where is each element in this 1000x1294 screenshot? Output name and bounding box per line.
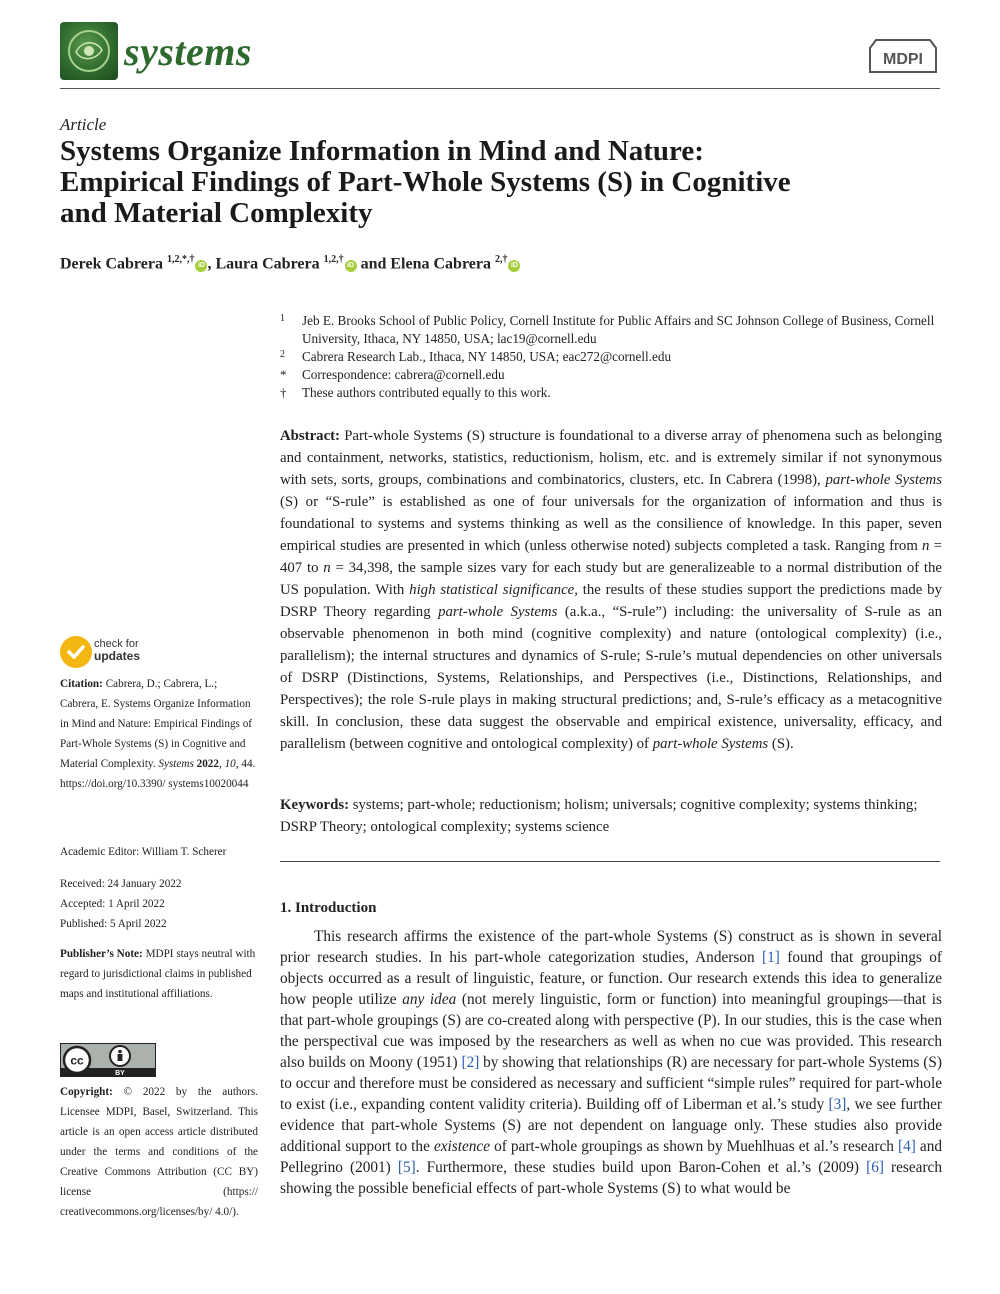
author-separator: and — [356, 255, 391, 273]
publishers-note-label: Publisher’s Note: — [60, 948, 143, 960]
author-name[interactable]: Derek Cabrera — [60, 255, 163, 273]
citation-link[interactable]: [1] — [762, 949, 780, 966]
citation-year: 2022 — [193, 758, 219, 770]
header-divider — [60, 88, 940, 89]
affiliations — [280, 312, 942, 402]
publishers-note-text: MDPI stays neutral with regard to jurisdictional claims in published maps and institutional affiliations. — [60, 948, 256, 1000]
copyright-label: Copyright: — [60, 1086, 113, 1098]
correspondence-text: Correspondence: cabrera@cornell.edu — [302, 367, 505, 382]
title-line: and Material Complexity — [60, 197, 373, 229]
affiliation-mark: † — [280, 385, 287, 400]
publisher-name: MDPI — [883, 51, 923, 68]
affiliation-mark: 1 — [280, 313, 285, 324]
check-for-updates-icon — [60, 636, 92, 668]
intro-body — [280, 926, 942, 1199]
section-divider — [280, 861, 940, 862]
abstract-emphasis: part-whole Systems — [438, 604, 558, 620]
academic-editor: Academic Editor: William T. Scherer — [60, 846, 227, 858]
abstract — [280, 425, 942, 755]
affiliation-item — [280, 366, 942, 384]
abstract-text: Part-whole Systems (S) structure is foundational to a diverse array of phenomena such as belonging and containment, networks, statistics, reductionism, holism, etc. and is extremely similar if not synonymous with sets, sorts, groups, combinations and combinatorics, clusters, etc. In Cabrera (1998), — [280, 428, 942, 488]
section-heading: 1. Introduction — [280, 900, 377, 916]
author-separator: , — [207, 255, 216, 273]
abstract-emphasis: part-whole Systems — [825, 472, 942, 488]
citation-doi[interactable]: , 44. https://doi.org/10.3390/ systems10020044 — [60, 758, 256, 790]
copyright-notice — [60, 1082, 258, 1222]
abstract-text: (a.k.a., “S-rule”) including: the universality of S-rule as an observable phenomenon in both mind (cognitive complexity) and nature (ontological complexity) (i.e., parallelism); the internal structures and dynamics of S-rule; S-rule’s mutual dependencies on other universals of DSRP (Distinctions, Systems, Relationships, and Perspectives (i.e., Distinctions, Relationships, and Perspectives); the role S-rule plays in making structural predictions; and, S-rule’s efficacy as a metacognitive skill. In conclusion, these data suggest the observable and empirical existence, universality, efficacy, and parallelism (between cognitive and ontological complexity) of — [280, 604, 942, 752]
equal-contribution-note: These authors contributed equally to this work. — [302, 385, 551, 400]
paragraph-text: . Furthermore, these studies build upon Baron-Cohen et al.’s (2009) — [415, 1159, 867, 1176]
affiliation-text: Jeb E. Brooks School of Public Policy, Cornell Institute for Public Affairs and SC Johnson College of Business, Cornell University, Ithaca, NY 14850, USA; lac19@cornell.edu — [302, 313, 935, 346]
copyright-text: © 2022 by the authors. Licensee MDPI, Basel, Switzerland. This article is an open access article distributed under the terms and conditions of the Creative Commons Attribution (CC BY) license (https:// creativecommons.org/licenses/by/ 4.0/). — [60, 1086, 258, 1218]
article-type: Article — [60, 115, 107, 134]
abstract-emphasis: n — [323, 560, 331, 576]
abstract-text: = 34,398, the sample sizes vary for each study but are generalizeable to a normal distribution of the US population. With — [280, 560, 943, 598]
publishers-note — [60, 944, 258, 1004]
abstract-text: (S). — [768, 736, 794, 752]
citation-volume: , 10 — [218, 758, 236, 770]
accepted-date: Accepted: 1 April 2022 — [60, 898, 165, 910]
abstract-text: (S) or “S-rule” is established as one of four universals for the organization of information and thus is foundational to systems and systems thinking as well as the consilience of knowledge. In this paper, seven empirical studies are presented in which (unless otherwise noted) subjects completed a task. Ranging from — [280, 494, 942, 554]
abstract-label: Abstract: — [280, 428, 340, 444]
author-name[interactable]: Laura Cabrera — [215, 255, 320, 273]
citation-link[interactable]: [6] — [866, 1159, 884, 1176]
author-list — [60, 254, 520, 273]
keywords-label: Keywords: — [280, 797, 350, 813]
updates-text: updates — [94, 649, 141, 663]
paragraph-text: by showing that relationships (R) are necessary for part-whole Systems (S) to occur and therefore must be considered as necessary and sufficient “simple rules” required for part-whole to exist (i.e., expanding content validity criteria). Building off of Liberman et al.’s study — [280, 1054, 942, 1113]
keywords-text: systems; part-whole; reductionism; holism; universals; cognitive complexity; systems thinking; DSRP Theory; ontological complexity; systems science — [280, 797, 918, 835]
paragraph-text: research showing the possible beneficial effects of part-whole Systems (S) to what would be — [280, 1159, 942, 1197]
citation-link[interactable]: [2] — [461, 1054, 480, 1071]
author-name[interactable]: Elena Cabrera — [390, 255, 491, 273]
journal-logo-icon — [60, 22, 118, 80]
orcid-icon[interactable]: iD — [195, 260, 207, 272]
keywords — [280, 794, 942, 838]
paragraph-emphasis: any idea — [402, 991, 457, 1008]
cc-by-label: BY — [115, 1070, 125, 1077]
abstract-text: , the results of these studies support the predictions made by DSRP Theory regarding — [280, 582, 942, 620]
received-date: Received: 24 January 2022 — [60, 878, 182, 890]
article-title — [60, 136, 940, 229]
journal-name[interactable]: systems — [124, 29, 252, 74]
author-affiliation: 1,2,† — [323, 254, 344, 265]
abstract-text: = 407 to — [280, 538, 943, 576]
citation-text: Cabrera, D.; Cabrera, L.; Cabrera, E. Systems Organize Information in Mind and Nature: Empirical Findings of Part-Whole Systems (S) in Cognitive and Material Complexity. — [60, 678, 253, 770]
abstract-emphasis: part-whole Systems — [652, 736, 769, 752]
author-affiliation: 2,† — [494, 254, 508, 265]
mdpi-logo[interactable] — [868, 38, 938, 74]
affiliation-mark: 2 — [280, 349, 285, 360]
affiliation-item — [280, 384, 942, 402]
citation-link[interactable]: [4] — [897, 1138, 916, 1155]
paragraph-text: found that groupings of objects occurred as a result of linguistic, feature, or function. Our research extends this idea to generalize how people utilize — [280, 949, 943, 1008]
paragraph-text: of part-whole groupings as shown by Muehlhuas et al.’s research — [490, 1138, 898, 1155]
orcid-icon[interactable]: iD — [345, 260, 357, 272]
paragraph-text: This research affirms the existence of the part-whole Systems (S) construct as is shown in several prior research studies. In his part-whole categorization studies, Anderson — [280, 928, 942, 966]
citation-block — [60, 674, 258, 794]
publication-dates — [60, 874, 258, 934]
abstract-emphasis: n — [922, 538, 930, 554]
svg-text:cc: cc — [70, 1053, 84, 1068]
affiliation-item — [280, 312, 942, 348]
check-for-text: check for — [94, 638, 139, 650]
author-affiliation: 1,2,*,† — [166, 254, 195, 265]
paragraph-text: , we see further evidence that part-whole Systems (S) are not dependent on language only. These studies also provide additional support to the — [280, 1096, 942, 1155]
check-for-updates-label — [94, 638, 140, 663]
paragraph-text: and Pellegrino (2001) — [280, 1138, 942, 1176]
citation-link[interactable]: [3] — [828, 1096, 847, 1113]
check-for-updates-button[interactable] — [60, 636, 200, 670]
citation-link[interactable]: [5] — [397, 1159, 416, 1176]
title-line: Empirical Findings of Part-Whole Systems (S) in Cognitive — [60, 166, 791, 198]
orcid-icon[interactable]: iD — [508, 260, 520, 272]
cc-by-license-icon[interactable] — [60, 1043, 156, 1077]
abstract-emphasis: high statistical significance — [409, 582, 575, 598]
citation-label: Citation: — [60, 678, 103, 690]
affiliation-item — [280, 348, 942, 366]
title-line: Systems Organize Information in Mind and Nature: — [60, 135, 704, 167]
citation-journal: Systems — [158, 758, 194, 770]
affiliation-text: Cabrera Research Lab., Ithaca, NY 14850, USA; eac272@cornell.edu — [302, 349, 672, 364]
published-date: Published: 5 April 2022 — [60, 918, 167, 930]
paragraph-text: (not merely linguistic, form or function) into meaningful groupings—that is that part-whole groupings (S) are co-created along with perspective (P). In our studies, this is the case when the perspectival cue was imposed by the researchers as well as when no cue was provided. This research also builds on Moony (1951) — [280, 991, 942, 1071]
affiliation-mark: * — [280, 367, 287, 382]
paragraph — [280, 926, 942, 1199]
paragraph-emphasis: existence — [433, 1138, 490, 1155]
